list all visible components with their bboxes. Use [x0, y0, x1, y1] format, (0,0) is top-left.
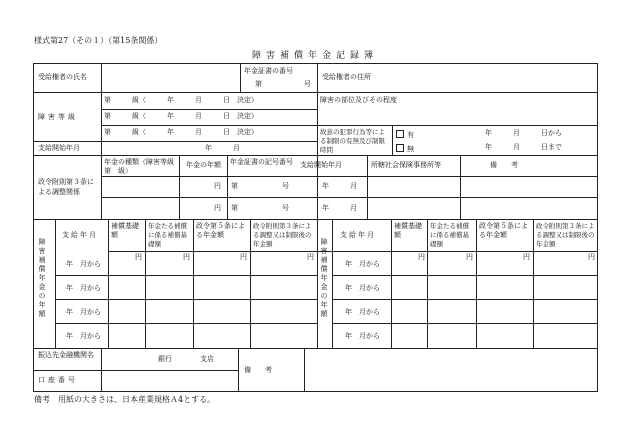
pay-start-label: 支給開始年月 [300, 161, 342, 169]
month-from-r3: 年 月から [345, 308, 380, 316]
start-label: 支給開始年月 [38, 144, 80, 152]
month-from-l4: 年 月から [66, 332, 101, 340]
office-label: 所轄社会保険事務所等 [371, 161, 441, 169]
yen-1: 円 [214, 182, 221, 190]
grade-row-2: 第 級（ 年 月 日 決定） [104, 112, 258, 120]
col-pension-base-right: 年金たる補償に係る補償基礎額 [430, 222, 469, 248]
no-option[interactable]: 無 [396, 144, 414, 153]
yen-l4: 円 [307, 253, 314, 261]
form-title: 障害補償年金記録簿 [251, 51, 378, 61]
yen-r4: 円 [588, 253, 595, 261]
no-checkbox[interactable] [396, 144, 404, 152]
start-year-month: 年 月 [205, 144, 240, 152]
col-adjusted-left: 政令附則第３条による調整又は制限後の年金額 [253, 222, 312, 248]
year-month-1: 年 月 [322, 182, 357, 190]
yen-r2: 円 [466, 253, 473, 261]
recipient-name-label: 受給権者の氏名 [38, 73, 87, 81]
yen-l3: 円 [240, 253, 247, 261]
col-pension-base-left: 年金たる補償に係る補償基礎額 [148, 222, 187, 248]
col-art5-right: 政令第５条による年金額 [479, 222, 528, 239]
col-pay-month-right: 支給年月 [340, 231, 376, 239]
restriction-until: 年 月 日まで [485, 143, 562, 151]
disability-grade-label: 障害等級 [38, 113, 78, 121]
bank-label: 振込先金融機関名 [38, 351, 94, 359]
pension-cert-label: 年金証書の番号 [244, 67, 293, 75]
grade-row-1: 第 級（ 年 月 日 決定） [104, 96, 258, 104]
yen-r3: 円 [523, 253, 530, 261]
address-label: 受給権者の住所 [322, 73, 371, 81]
side-label-right: 障害補償年金の年額 [320, 238, 328, 319]
dai-2: 第 [231, 204, 238, 212]
col-art5-left: 政令第５条による年金額 [196, 222, 245, 239]
month-from-r2: 年 月から [345, 284, 380, 292]
dai-1: 第 [231, 182, 238, 190]
pension-cert-no: 第 号 [255, 80, 311, 88]
remarks-bottom-label: 備 考 [244, 366, 272, 374]
month-from-l3: 年 月から [66, 308, 101, 316]
restriction-from: 年 月 日から [485, 129, 562, 137]
yes-option[interactable]: 有 [396, 130, 414, 139]
yen-l1: 円 [135, 253, 142, 261]
yes-checkbox[interactable] [396, 130, 404, 138]
account-label: 口座番号 [38, 376, 78, 384]
yen-2: 円 [214, 204, 221, 212]
gou-2: 号 [282, 204, 289, 212]
col-pay-month-left: 支給年月 [62, 231, 98, 239]
month-from-l2: 年 月から [66, 284, 101, 292]
yen-r1: 円 [418, 253, 425, 261]
pension-cert-no-label: 年金証書の記号番号 [230, 158, 293, 166]
pension-amount-label: 年金の年額 [186, 161, 221, 169]
col-base-left: 補償基礎額 [111, 222, 139, 239]
side-label-left: 障害補償年金の年額 [38, 238, 46, 319]
disability-part-label: 障害の部位及びその程度 [320, 96, 397, 104]
month-from-r1: 年 月から [345, 260, 380, 268]
remarks-label: 備 考 [490, 161, 518, 169]
restriction-label: 故意の犯罪行為等による制限の有無及び制限時間 [320, 128, 385, 154]
adjust-label: 政令附則第３条による調整関係 [38, 178, 94, 196]
form-number: 様式第27（その１）（第15条関係） [34, 36, 163, 45]
month-from-l1: 年 月から [66, 260, 101, 268]
month-from-r4: 年 月から [345, 332, 380, 340]
year-month-2: 年 月 [322, 204, 357, 212]
gou-1: 号 [282, 182, 289, 190]
bank-value: 銀行 支店 [158, 355, 214, 363]
col-base-right: 補償基礎額 [394, 222, 422, 239]
footnote: 備考 用紙の大きさは、日本産業規格Ａ4とする。 [34, 395, 216, 404]
grade-row-3: 第 級（ 年 月 日 決定） [104, 128, 258, 136]
pension-kind-label: 年金の種類（障害等級第 級） [104, 158, 174, 175]
yen-l2: 円 [183, 253, 190, 261]
col-adjusted-right: 政令附則第３条による調整又は制限後の年金額 [536, 222, 595, 248]
